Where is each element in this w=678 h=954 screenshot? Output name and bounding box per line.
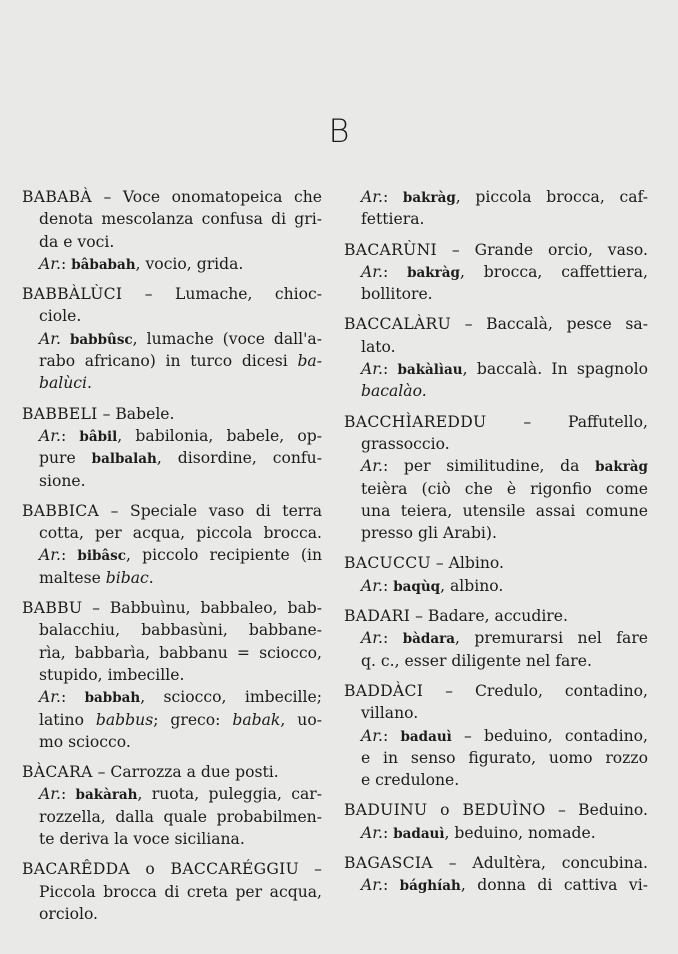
definition-text: , albino. bbox=[440, 576, 504, 595]
entry-line bbox=[22, 350, 322, 372]
arabic-line: Ar.: bàdara, premurarsi nel fare bbox=[361, 629, 648, 648]
arabic-line: Ar.: babbah, sciocco, imbecille; bbox=[39, 688, 322, 707]
entry-bacara bbox=[22, 761, 322, 850]
entry-line: orciolo. bbox=[39, 904, 99, 923]
entry-line: mo sciocco. bbox=[39, 732, 131, 751]
ar-abbrev: Ar. bbox=[361, 457, 383, 476]
entry-line: villano. bbox=[361, 704, 419, 723]
right-column bbox=[344, 186, 648, 905]
definition-text: – Badare, accudire. bbox=[410, 607, 568, 626]
ar-abbrev: Ar. bbox=[361, 726, 383, 745]
ar-abbrev: Ar. bbox=[39, 254, 61, 273]
arabic-term: bâbabah bbox=[71, 256, 136, 273]
ar-abbrev: Ar. bbox=[361, 576, 383, 595]
italic-term: babak bbox=[232, 710, 281, 729]
entry-line: rìa, babbarìa, babbanu = sciocco, bbox=[39, 643, 322, 662]
arabic-term: balbalah bbox=[91, 451, 157, 468]
definition-text: latino bbox=[39, 710, 96, 729]
entry-line bbox=[344, 852, 648, 874]
entry-line bbox=[22, 403, 322, 425]
entry-line: presso gli Arabi). bbox=[361, 524, 497, 543]
headword: BADARI bbox=[344, 607, 411, 626]
definition-text: – beduino, contadino, bbox=[451, 726, 648, 745]
definition-text: , baccalà. In spagnolo bbox=[462, 360, 648, 379]
entry-line: ciole. bbox=[39, 307, 82, 326]
italic-term: balùci. bbox=[39, 374, 92, 393]
arabic-line: Ar.: badauì – beduino, contadino, bbox=[361, 726, 648, 745]
entry-line bbox=[344, 605, 648, 627]
entry-babbu bbox=[22, 597, 322, 753]
definition-text: , brocca, caffettiera, bbox=[459, 262, 648, 281]
headword: BACARÙNI bbox=[344, 240, 438, 259]
entry-line: una teiera, utensile assai comune bbox=[361, 501, 648, 520]
left-column bbox=[22, 186, 322, 933]
entry-line: rozzella, dalla quale probabilmen- bbox=[39, 807, 322, 826]
italic-term: bibac bbox=[105, 568, 149, 587]
definition-text: , premurarsi nel fare bbox=[454, 629, 648, 648]
entry-line bbox=[22, 709, 322, 731]
arabic-term: bibâsc bbox=[77, 548, 126, 565]
arabic-line: Ar.: bibâsc, piccolo recipiente (in bbox=[39, 546, 322, 565]
arabic-term: bághíah bbox=[399, 878, 461, 895]
definition-text: , piccola brocca, caf- bbox=[455, 188, 648, 206]
entry-line: e in senso figurato, uomo rozzo bbox=[361, 748, 648, 767]
ar-abbrev: Ar. bbox=[39, 426, 61, 445]
definition-text: – Baccalà, pesce sa- bbox=[451, 315, 648, 334]
entry-line bbox=[22, 597, 322, 619]
entry-line bbox=[22, 500, 322, 522]
ar-abbrev: Ar. bbox=[361, 188, 383, 206]
definition-text: , lumache (voce dall'a- bbox=[132, 329, 322, 348]
entry-baccalaru bbox=[344, 313, 648, 402]
definition-text: . bbox=[148, 568, 154, 587]
entry-babbeli bbox=[22, 403, 322, 492]
arabic-line: Ar.: bakàrah, ruota, puleggia, car- bbox=[39, 785, 322, 804]
entry-bacaruni bbox=[344, 239, 648, 306]
arabic-line: Ar.: bâbabah, vocio, grida. bbox=[39, 254, 244, 273]
entry-line: q. c., esser diligente nel fare. bbox=[361, 651, 592, 670]
entry-line: stupido, imbecille. bbox=[39, 665, 185, 684]
entry-line: Piccola brocca di creta per acqua, bbox=[39, 882, 322, 901]
definition-text: , donna di cattiva vi- bbox=[460, 876, 648, 895]
arabic-line: Ar.: baqùq, albino. bbox=[361, 576, 504, 595]
headword: BACUCCU bbox=[344, 554, 431, 573]
italic-term: babbus bbox=[95, 710, 154, 729]
definition-text: , sciocco, imbecille; bbox=[140, 688, 322, 707]
headword: BACARÊDDA o BACCARÉGGIU bbox=[22, 860, 300, 879]
entry-line bbox=[344, 799, 648, 821]
italic-term: bacalào. bbox=[361, 382, 427, 401]
definition-text: – Beduino. bbox=[545, 801, 648, 820]
definition-text: , uo- bbox=[280, 710, 322, 729]
arabic-term: badauì bbox=[393, 825, 445, 842]
definition-text: – Carrozza a due posti. bbox=[92, 763, 279, 782]
ar-abbrev: Ar. bbox=[361, 360, 383, 379]
arabic-term: bakràg bbox=[402, 190, 456, 206]
entry-line: denota mescolanza confusa di gri- bbox=[39, 210, 322, 229]
entry-line: balacchiu, babbasùni, babbane- bbox=[39, 621, 322, 640]
headword: BADDÀCI bbox=[344, 681, 424, 700]
headword: BABBICA bbox=[22, 501, 100, 520]
entry-baduinu bbox=[344, 799, 648, 844]
arabic-term: babbûsc bbox=[69, 331, 133, 348]
headword: BABBÀLÙCI bbox=[22, 285, 123, 304]
entry-continued bbox=[344, 186, 648, 231]
entry-line bbox=[22, 761, 322, 783]
arabic-line: Ar.: bághíah, donna di cattiva vi- bbox=[361, 876, 648, 895]
definition-text: , piccolo recipiente (in bbox=[126, 546, 322, 565]
arabic-term: bâbil bbox=[79, 428, 118, 445]
entry-line: bollitore. bbox=[361, 285, 433, 304]
entry-line: lato. bbox=[361, 337, 396, 356]
definition-text: , beduino, nomade. bbox=[444, 823, 596, 842]
headword: BABABÀ bbox=[22, 188, 92, 206]
arabic-line: Ar.: badauì, beduino, nomade. bbox=[361, 823, 596, 842]
entry-badari bbox=[344, 605, 648, 672]
entry-line bbox=[22, 186, 322, 208]
definition-text: pure bbox=[39, 449, 92, 468]
entry-bacchiareddu bbox=[344, 411, 648, 545]
entry-line: sione. bbox=[39, 471, 86, 490]
entry-bacuccu bbox=[344, 552, 648, 597]
definition-text: , vocio, grida. bbox=[135, 254, 244, 273]
definition-text: – bbox=[299, 860, 322, 879]
arabic-line: Ar.: bakràg, brocca, caffettiera, bbox=[361, 262, 648, 281]
headword: BACCALÀRU bbox=[344, 315, 452, 334]
entry-line bbox=[22, 567, 322, 589]
definition-text: : per similitudine, da bbox=[382, 457, 596, 476]
entry-line bbox=[22, 283, 322, 305]
arabic-line: Ar.: bakràg, piccola brocca, caf- bbox=[361, 188, 648, 206]
entry-line: grassoccio. bbox=[361, 434, 450, 453]
entry-line bbox=[344, 313, 648, 335]
entry-line bbox=[344, 552, 648, 574]
definition-text: – Grande orcio, vaso. bbox=[437, 240, 648, 259]
arabic-line bbox=[22, 328, 322, 350]
entry-line: da e voci. bbox=[39, 232, 115, 251]
entry-babbaluci bbox=[22, 283, 322, 394]
definition-text: , babilonia, babele, op- bbox=[117, 426, 322, 445]
headword: BADUINU o BEDUÌNO bbox=[344, 801, 546, 820]
definition-text: – Babbuìnu, babbaleo, bab- bbox=[82, 599, 322, 618]
entry-line: cotta, per acqua, piccola brocca. bbox=[39, 524, 322, 543]
entry-baddaci bbox=[344, 680, 648, 791]
definition-text: – Credulo, contadino, bbox=[423, 681, 648, 700]
entry-babbica bbox=[22, 500, 322, 589]
definition-text: , ruota, puleggia, car- bbox=[137, 785, 322, 804]
entry-line bbox=[22, 447, 322, 469]
ar-abbrev: Ar. bbox=[39, 546, 61, 565]
headword: BACCHÌAREDDU bbox=[344, 412, 487, 431]
definition-text: – Voce onomatopeica che bbox=[91, 188, 322, 206]
headword: BABBU bbox=[22, 599, 83, 618]
entry-line bbox=[344, 239, 648, 261]
entry-line: fettiera. bbox=[361, 210, 425, 229]
ar-abbrev: Ar. bbox=[361, 876, 383, 895]
definition-text: , disordine, confu- bbox=[156, 449, 322, 468]
headword: BABBELI bbox=[22, 404, 98, 423]
entry-line bbox=[344, 680, 648, 702]
definition-text: – Albino. bbox=[430, 554, 504, 573]
italic-term: ba- bbox=[297, 352, 322, 371]
definition-text: – Adultèra, concubina. bbox=[432, 854, 648, 873]
arabic-term: bakàrah bbox=[75, 787, 138, 804]
entry-line bbox=[344, 411, 648, 433]
arabic-term: bakràg bbox=[595, 459, 648, 476]
entry-line: te deriva la voce siciliana. bbox=[39, 830, 245, 849]
definition-text: rabo africano) in turco dicesi bbox=[39, 352, 298, 371]
arabic-term: bakràg bbox=[407, 264, 460, 281]
arabic-line bbox=[344, 455, 648, 477]
arabic-term: bàdara bbox=[402, 631, 455, 648]
entry-line bbox=[22, 858, 322, 880]
entry-line: teièra (ciò che è rigonfio come bbox=[361, 479, 648, 498]
definition-text: – Paffutello, bbox=[486, 412, 648, 431]
ar-abbrev: Ar. bbox=[39, 688, 61, 707]
arabic-term: babbah bbox=[84, 690, 141, 707]
ar-abbrev: Ar. bbox=[39, 329, 61, 348]
definition-text: ; greco: bbox=[153, 710, 233, 729]
definition-text: – Babele. bbox=[97, 404, 175, 423]
definition-text: – Speciale vaso di terra bbox=[99, 501, 322, 520]
ar-abbrev: Ar. bbox=[361, 629, 383, 648]
headword: BAGASCIA bbox=[344, 854, 433, 873]
headword: BÀCARA bbox=[22, 763, 93, 782]
arabic-line: Ar.: bâbil, babilonia, babele, op- bbox=[39, 426, 322, 445]
entry-bababa bbox=[22, 186, 322, 275]
ar-abbrev: Ar. bbox=[361, 823, 383, 842]
arabic-term: badauì bbox=[400, 728, 452, 745]
arabic-term: bakàlìau bbox=[397, 362, 463, 379]
ar-abbrev: Ar. bbox=[39, 785, 61, 804]
entry-bacaredda bbox=[22, 858, 322, 925]
ar-abbrev: Ar. bbox=[361, 262, 383, 281]
entry-bagascia bbox=[344, 852, 648, 897]
definition-text: – Lumache, chioc- bbox=[122, 285, 322, 304]
definition-text: maltese bbox=[39, 568, 106, 587]
entry-line: e credulone. bbox=[361, 771, 460, 790]
arabic-line: Ar.: bakàlìau, baccalà. In spagnolo bbox=[361, 360, 648, 379]
arabic-term: baqùq bbox=[393, 578, 441, 595]
section-letter: B bbox=[328, 112, 350, 150]
